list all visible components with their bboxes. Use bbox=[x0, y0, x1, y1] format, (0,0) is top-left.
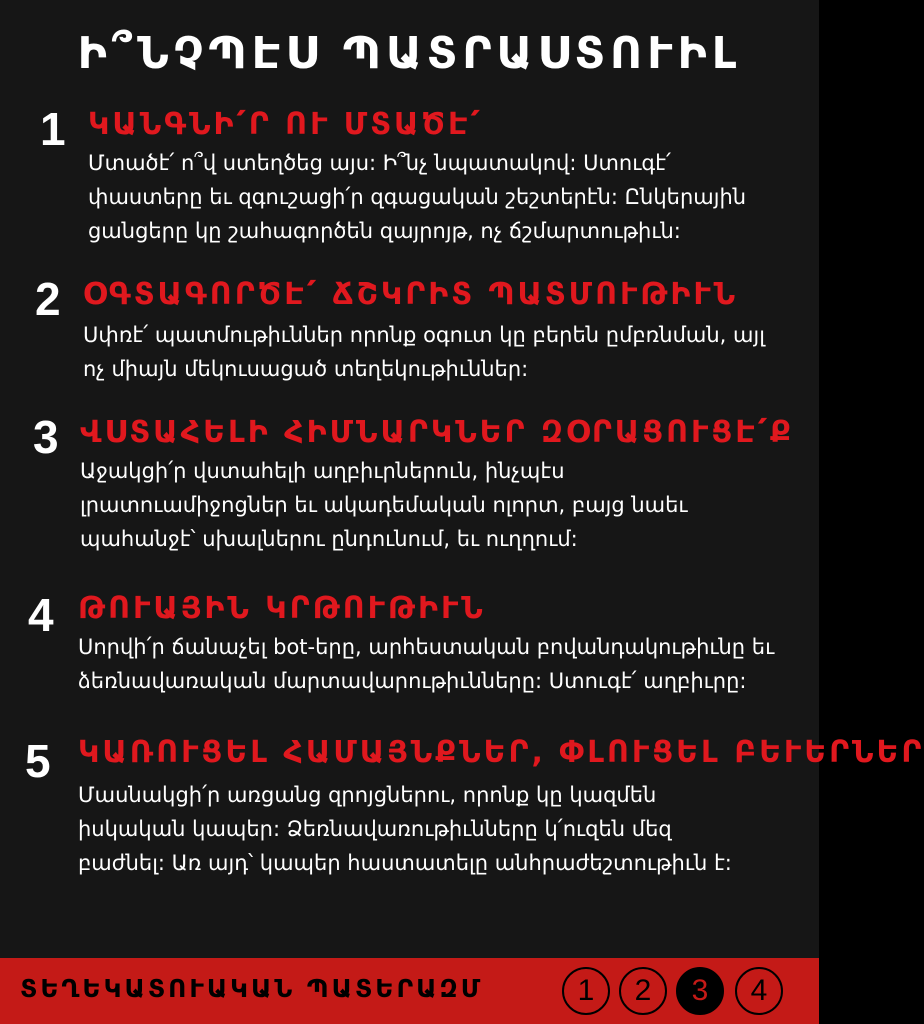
page-indicator-1: 1 bbox=[562, 967, 610, 1015]
item-text: Մասնակցի՛ր առցանց զրոյցներու, որոնք կը կազմեն իսկական կապեր: Ձեռնավառութիւնները կ՛ուզեն մեզ բաժնել: Առ այդ՝ կապեր հաստատելը անհրաժեշտութիւն է: bbox=[78, 783, 732, 875]
item-text: Աջակցի՛ր վստահելի աղբիւրներուն, ինչպէս լրատուամիջոցներ եւ ակադեմական ոլորտ, բայց նաեւ պահանջէ՝ սխալներու ընդունում, եւ ուղղում: bbox=[80, 459, 688, 551]
series-title: ՏԵՂԵԿԱՏՈՒԱԿԱՆ ՊԱՏԵՐԱԶՄ bbox=[20, 974, 484, 1003]
footer-bar bbox=[0, 958, 819, 1024]
page-indicator-3-active: 3 bbox=[676, 967, 724, 1015]
item-heading: ՕԳՏԱԳՈՐԾԷ՛ ՃՇԿՐԻՏ ՊԱՏՄՈՒԹԻՒՆ bbox=[83, 277, 739, 312]
item-heading: ԹՈՒԱՅԻՆ ԿՐԹՈՒԹԻՒՆ bbox=[78, 591, 486, 626]
item-number: 5 bbox=[25, 735, 51, 787]
page-indicator-4: 4 bbox=[735, 967, 783, 1015]
item-heading: ԿԱՌՈՒՑԵԼ ՀԱՄԱՅՆՔՆԵՐ, ՓԼՈՒՑԵԼ ԲԵՒԵՐՆԵՐ bbox=[78, 735, 924, 770]
item-number: 4 bbox=[28, 589, 54, 641]
page-indicator-2: 2 bbox=[619, 967, 667, 1015]
page-title: Ի՞ՆՉՊԷՍ ՊԱՏՐԱՍՏՈՒԻԼ bbox=[77, 28, 742, 79]
item-text: Սփռէ՛ պատմութիւններ որոնք օգուտ կը բերեն ըմբռնման, այլ ոչ միայն մեկուսացած տեղեկութիւններ: bbox=[83, 323, 765, 381]
item-text: Մտածէ՛ ո՞վ ստեղծեց այս: Ի՞նչ նպատակով: Ստուգէ՛ փաստերը եւ զգուշացի՛ր զգացական շեշտերէն: Ընկերային ցանցերը կը շահագործեն զայրոյթ, ոչ ճշմարտութիւն: bbox=[88, 151, 747, 243]
item-heading: ԿԱՆԳՆԻ՛Ր ՈՒ ՄՏԱԾԷ՛ bbox=[88, 107, 483, 142]
item-heading: ՎՍՏԱՀԵԼԻ ՀԻՄՆԱՐԿՆԵՐ ԶՕՐԱՑՈՒՑԷ՛Ք bbox=[80, 415, 794, 450]
item-number: 1 bbox=[40, 103, 66, 155]
item-text: Սորվի՛ր ճանաչել bot-երը, արհեստական բովանդակութիւնը եւ ձեռնավառական մարտավարութիւնները: Ստուգէ՛ աղբիւրը: bbox=[78, 635, 775, 693]
item-number: 2 bbox=[35, 273, 61, 325]
item-number: 3 bbox=[33, 411, 59, 463]
